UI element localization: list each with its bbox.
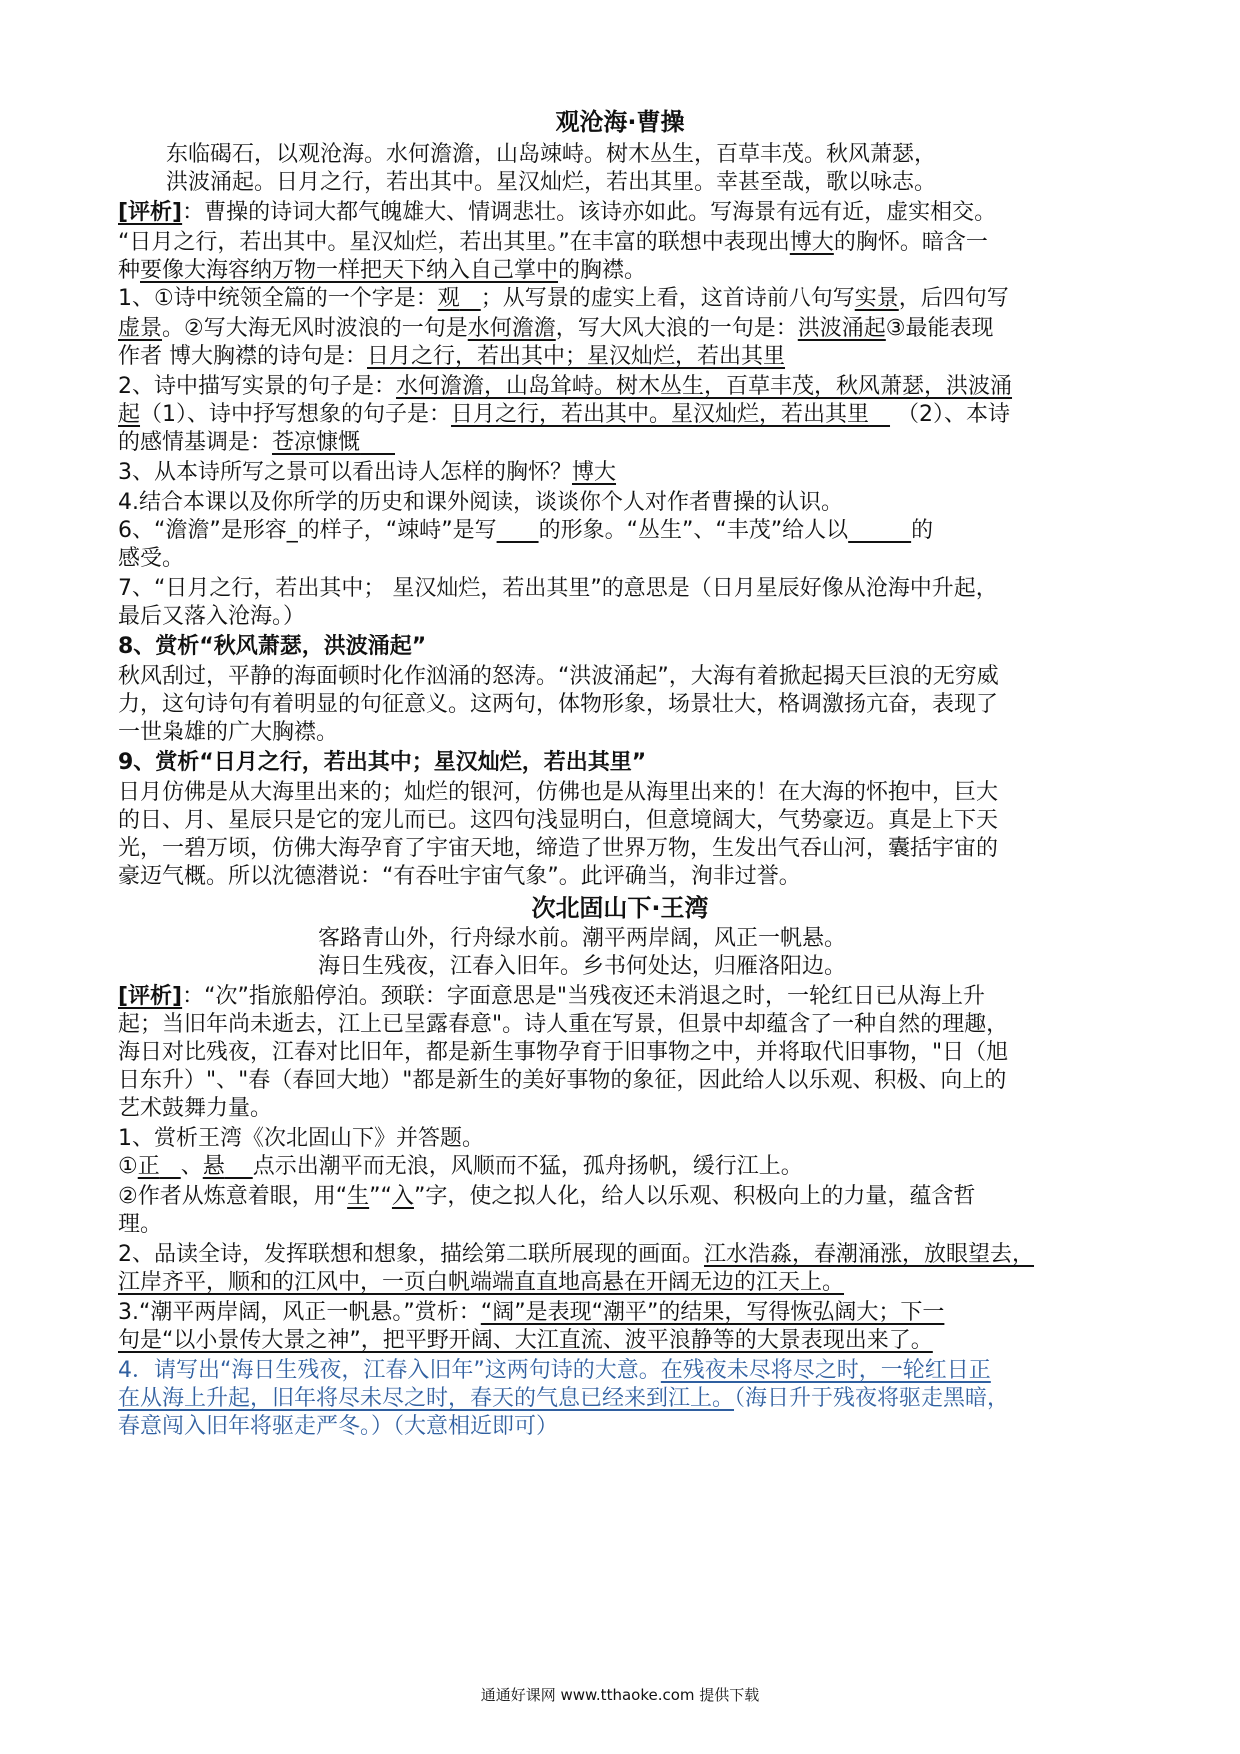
question7-line2: 最后又落入沧海。）	[118, 604, 306, 629]
question9-title: 9、赏析“日月之行，若出其中；星汉灿烂，若出其里”	[118, 750, 647, 775]
poem2-question3-line2: 句是“以小景传大景之神”，把平野开阔、大江直流、波平浪静等的大景表现出来了。	[118, 1328, 933, 1353]
page-footer: 通通好课网 www.tthaoke.com 提供下载	[480, 1686, 760, 1704]
question8-title: 8、赏析“秋风萧瑟，洪波涌起”	[118, 634, 427, 659]
question9-line3: 光，一碧万顷，仿佛大海孕育了宇宙天地，缔造了世界万物，生发出气吞山河，囊括宇宙的	[118, 836, 999, 861]
poem1-title: 观沧海·曹操	[555, 108, 685, 136]
poem2-question1-b-end: 理。	[118, 1212, 163, 1237]
analysis2-line2: 起；当旧年尚未逝去，江上已呈露春意"。诗人重在写景，但景中却蕴含了一种自然的理趣，	[118, 1012, 1009, 1037]
poem2-line2: 海日生残夜，江春入旧年。乡书何处达，归雁洛阳边。	[318, 954, 847, 979]
poem2-question3-line1: 3.“潮平两岸阔，风正一帆悬。”赏析：“阔”是表现“潮平”的结果，写得恢弘阔大；下一	[118, 1300, 945, 1325]
poem2-question2-line2: 江岸齐平，顺和的江风中，一页白帆端端直直地高悬在开阔无边的江天上。	[118, 1270, 845, 1295]
question8-line1: 秋风刮过，平静的海面顿时化作汹涌的怒涛。“洪波涌起”，大海有着掀起揭天巨浪的无穷威	[118, 664, 999, 689]
analysis2-line4: 日东升）"、"春（春回大地）"都是新生的美好事物的象征，因此给人以乐观、积极、向上的	[118, 1068, 1007, 1093]
poem2-question1-b: ②作者从炼意着眼，用“生”“入”字，使之拟人化，给人以乐观、积极向上的力量，蕴含哲	[118, 1184, 976, 1209]
question9-line1: 日月仿佛是从大海里出来的；灿烂的银河，仿佛也是从海里出来的！在大海的怀抱中，巨大	[118, 780, 999, 805]
question7-line1: 7、“日月之行，若出其中； 星汉灿烂，若出其里”的意思是（日月星辰好像从沧海中升起，	[118, 576, 998, 601]
poem2-line1: 客路青山外，行舟绿水前。潮平两岸阔，风正一帆悬。	[318, 926, 847, 951]
question6-line2: 感受。	[118, 546, 185, 571]
analysis1-label: [评析]	[118, 200, 183, 225]
question2-line1: 2、诗中描写实景的句子是：水何澹澹，山岛耸峙。树木丛生，百草丰茂，秋风萧瑟，洪波涌	[118, 374, 1013, 399]
poem2-question2-line1: 2、品读全诗，发挥联想和想象，描绘第二联所展现的画面。江水浩淼，春潮涌涨，放眼望去，	[118, 1242, 1035, 1267]
poem2-question4-line3: 春意闯入旧年将驱走严冬。）（大意相近即可）	[118, 1414, 559, 1439]
question9-line2: 的日、月、星辰只是它的宠儿而已。这四句浅显明白，但意境阔大，气势豪迈。真是上下天	[118, 808, 999, 833]
question8-line2: 力，这句诗句有着明显的句征意义。这两句，体物形象，场景壮大，格调激扬亢奋，表现了	[118, 692, 999, 717]
question2-line3: 的感情基调是：苍凉慷慨	[118, 430, 361, 455]
question2-line2: 起（1）、诗中抒写想象的句子是：日月之行，若出其中。星汉灿烂，若出其里 （2）、本诗	[118, 402, 1011, 427]
analysis1-line2: “日月之行，若出其中。星汉灿烂，若出其里。”在丰富的联想中表现出博大的胸怀。暗含一	[118, 230, 988, 255]
question1-line3: 作者 博大胸襟的诗句是：日月之行，若出其中；星汉灿烂，若出其里	[118, 344, 786, 369]
question1-line2: 虚景。②写大海无风时波浪的一句是水何澹澹，写大风大浪的一句是：洪波涌起③最能表现	[118, 316, 994, 341]
poem1-line1: 东临碣石，以观沧海。水何澹澹，山岛竦峙。树木丛生，百草丰茂。秋风萧瑟，	[166, 142, 937, 167]
question4: 4.结合本课以及你所学的历史和课外阅读，谈谈你个人对作者曹操的认识。	[118, 490, 843, 515]
poem2-question4-line1: 4．请写出“海日生残夜，江春入旧年”这两句诗的大意。在残夜未尽将尽之时，一轮红日正	[118, 1358, 991, 1383]
analysis2-line1: [评析]：“次”指旅船停泊。颈联：字面意思是"当残夜还未消退之时，一轮红日已从海上升	[118, 984, 986, 1009]
analysis2-line5: 艺术鼓舞力量。	[118, 1096, 273, 1121]
question6-line1: 6、“澹澹”是形容_的样子，“竦峙”是写 的形象。“丛生”、“丰茂”给人以 的	[118, 518, 934, 543]
poem2-title: 次北固山下·王湾	[531, 894, 709, 922]
analysis2-label: [评析]	[118, 984, 183, 1009]
analysis1-line1: [评析]：曹操的诗词大都气魄雄大、情调悲壮。该诗亦如此。写海景有远有近，虚实相交。	[118, 200, 997, 225]
poem2-question1-a: ①正 、悬 点示出潮平而无浪，风顺而不猛，孤舟扬帆，缓行江上。	[118, 1154, 803, 1179]
poem1-line2: 洪波涌起。日月之行，若出其中。星汉灿烂，若出其里。幸甚至哉，歌以咏志。	[166, 170, 937, 195]
analysis1-line3: 种要像大海容纳万物一样把天下纳入自己掌中的胸襟。	[118, 258, 647, 283]
question9-line4: 豪迈气概。所以沈德潜说：“有吞吐宇宙气象”。此评确当，洵非过誉。	[118, 864, 801, 889]
question8-line3: 一世枭雄的广大胸襟。	[118, 720, 339, 745]
analysis2-line3: 海日对比残夜，江春对比旧年，都是新生事物孕育于旧事物之中，并将取代旧事物，"日（旭	[118, 1040, 1009, 1065]
poem2-question4-line2: 在从海上升起，旧年将尽未尽之时，春天的气息已经来到江上。（海日升于残夜将驱走黑暗，	[118, 1386, 1010, 1411]
question3: 3、从本诗所写之景可以看出诗人怎样的胸怀？博大	[118, 460, 617, 485]
question1-line1: 1、①诗中统领全篇的一个字是：观 ；从写景的虚实上看，这首诗前八句写实景，后四句写	[118, 286, 1009, 311]
poem2-question1-title: 1、赏析王湾《次北固山下》并答题。	[118, 1126, 484, 1151]
